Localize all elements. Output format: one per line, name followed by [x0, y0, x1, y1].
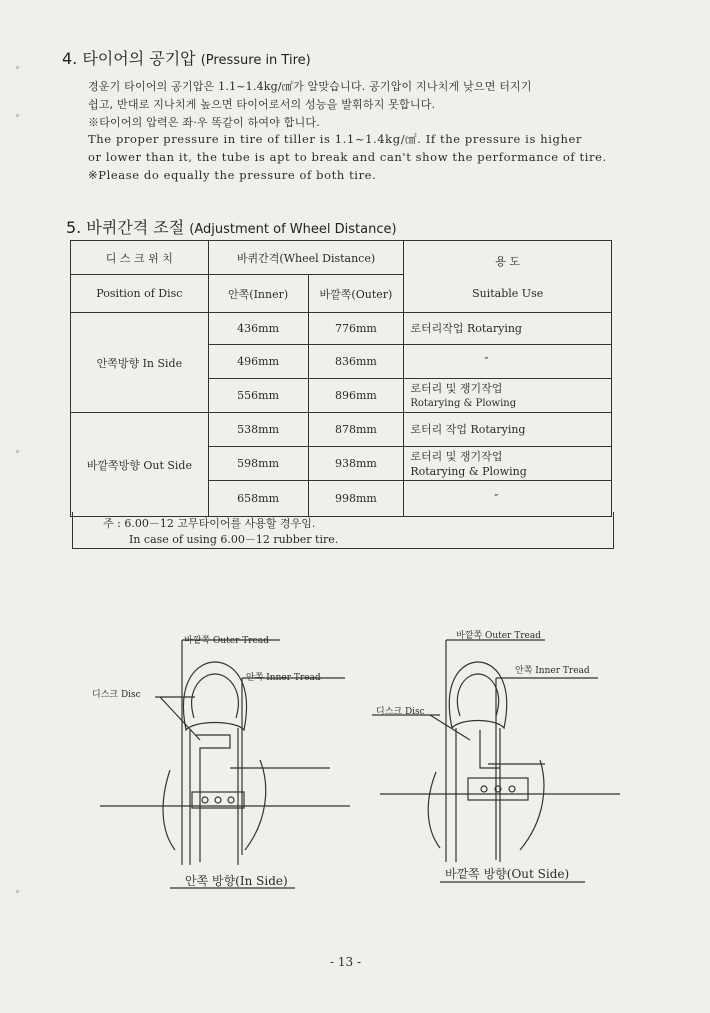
outer-value: 836mm — [308, 345, 404, 379]
wheel-distance-table — [70, 240, 612, 517]
section-5-heading — [66, 215, 397, 238]
left-caption: 안쪽 방향(In Side) — [185, 874, 288, 888]
inner-value: 598mm — [208, 447, 308, 481]
header-disc-position-ko: 디 스 크 위 치 — [71, 241, 209, 275]
section-4-ko-line-1: 경운기 타이어의 공기압은 1.1~1.4kg/㎠가 알맞습니다. 공기압이 지나치게 낮으면 터지기 — [88, 80, 532, 93]
note-en: In case of using 6.00－12 rubber tire. — [129, 533, 339, 546]
use-line-2: Rotarying & Plowing — [410, 464, 527, 478]
right-inner-tread-label: 안쪽 Inner Tread — [515, 666, 590, 676]
use-line-1: 로터리 작업 Rotarying — [410, 423, 526, 436]
table-note — [72, 512, 614, 549]
inner-value: 658mm — [208, 481, 308, 517]
inner-value: 496mm — [208, 345, 308, 379]
use-value — [404, 345, 612, 379]
section-4-en-line-1: The proper pressure in tire of tiller is 1.1~1.4kg/㎠. If the pressure is higher — [88, 132, 582, 146]
binding-hole — [16, 66, 19, 69]
binding-hole — [16, 450, 19, 453]
header-disc-position-en: Position of Disc — [71, 275, 209, 313]
use-line-1: 로터리 및 쟁기작업 — [410, 381, 503, 395]
section-4-en-line-3: ※Please do equally the pressure of both tire. — [88, 168, 377, 182]
header-outer: 바깥쪽(Outer) — [308, 275, 404, 313]
right-disc-label: 디스크 Disc — [376, 707, 425, 717]
header-inner: 안쪽(Inner) — [208, 275, 308, 313]
left-disc-label: 디스크 Disc — [92, 690, 141, 700]
header-use-ko: 용 도 — [495, 255, 521, 268]
note-ko: 주 : 6.00－12 고무타이어를 사용할 경우임. — [103, 517, 316, 530]
header-use-en: Suitable Use — [472, 287, 544, 300]
outer-value: 896mm — [308, 379, 404, 413]
use-line-1: 로터리작업 Rotarying — [410, 322, 522, 335]
use-line-1: ″ — [484, 355, 489, 368]
inner-value: 556mm — [208, 379, 308, 413]
section-4-en-line-2: or lower than it, the tube is apt to break and can't show the performance of tire. — [88, 150, 607, 164]
group-label-out-side: 바깥쪽방향 Out Side — [71, 413, 209, 517]
section-4-title-ko: 4. 타이어의 공기압 — [62, 49, 196, 68]
outer-value: 938mm — [308, 447, 404, 481]
section-4-title-en: (Pressure in Tire) — [200, 53, 311, 68]
section-5-title-en: (Adjustment of Wheel Distance) — [189, 222, 397, 237]
section-4-ko-line-2: 쉽고, 반대로 지나치게 높으면 타이어로서의 성능을 발휘하지 못합니다. — [88, 98, 436, 111]
use-line-1: ″ — [494, 492, 499, 505]
outer-value: 878mm — [308, 413, 404, 447]
right-caption: 바깥쪽 방향(Out Side) — [445, 867, 570, 881]
left-outer-tread-label: 바깥쪽 Outer Tread — [184, 636, 269, 646]
left-inner-tread-label: 안쪽 Inner Tread — [246, 673, 321, 683]
use-value — [404, 379, 612, 413]
wheel-disc-diagram — [0, 600, 710, 900]
inner-value: 436mm — [208, 313, 308, 345]
use-line-1: 로터리 및 쟁기작업 — [410, 449, 503, 463]
page-number: - 13 - — [330, 955, 362, 969]
binding-hole — [16, 114, 19, 117]
outer-value: 776mm — [308, 313, 404, 345]
section-4-ko-line-3: ※타이어의 압력은 좌·우 똑같이 하여야 합니다. — [88, 116, 320, 129]
right-outer-tread-label: 바깥쪽 Outer Tread — [456, 631, 541, 641]
use-value — [404, 447, 612, 481]
table-row — [71, 313, 612, 345]
inner-value: 538mm — [208, 413, 308, 447]
header-suitable-use — [404, 241, 612, 313]
use-value — [404, 313, 612, 345]
section-5-title-ko: 5. 바퀴간격 조절 — [66, 218, 185, 237]
section-4-heading — [62, 46, 311, 69]
table-row — [71, 413, 612, 447]
outer-value: 998mm — [308, 481, 404, 517]
use-value — [404, 413, 612, 447]
use-line-2: Rotarying & Plowing — [410, 397, 517, 409]
group-label-in-side: 안쪽방향 In Side — [71, 313, 209, 413]
header-wheel-distance: 바퀴간격(Wheel Distance) — [208, 241, 404, 275]
